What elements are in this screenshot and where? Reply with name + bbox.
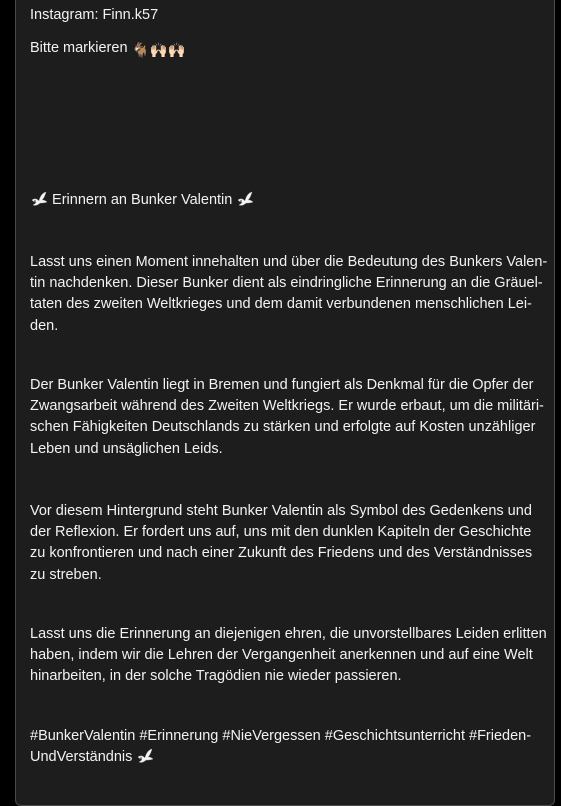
hashtag-text: UndVerständnis <box>30 749 133 766</box>
paragraph-line: Zwangsarbeit während des Zweiten Weltkriegs. Er wurde erbaut, um die militäri- <box>30 398 544 415</box>
paragraph-line: zu streben. <box>30 566 102 583</box>
paragraph-line: Leben und unsäglichen Leids. <box>30 440 223 457</box>
hashtag-line: #BunkerValentin #Erinnerung #NieVergessen #Geschichtsunterricht #Frieden- <box>30 728 532 744</box>
paragraph-line: taten des zweiten Weltkrieges und dem damit verbundenen menschlichen Lei- <box>30 296 532 313</box>
paragraph-1 <box>30 252 547 337</box>
paragraph-line: hinarbeiten, in der solche Tragödien nie wieder passieren. <box>30 668 402 685</box>
paragraph-line: tin nachdenken. Dieser Bunker dient als eindringliche Erinnerung an die Gräuel- <box>30 275 543 292</box>
dove-icon <box>136 748 154 771</box>
instagram-handle: Instagram: Finn.k57 <box>30 7 159 23</box>
paragraph-line: Vor diesem Hintergrund steht Bunker Valentin als Symbol des Gedenkens und <box>30 503 532 519</box>
paragraph-line: schen Fähigkeiten Deutschlands zu stärken und erfolgte auf Kosten unzähliger <box>30 419 536 436</box>
paragraph-line: Lasst uns die Erinnerung an diejenigen ehren, die unvorstellbares Leiden erlitten <box>30 626 547 642</box>
hashtag-line-2 <box>30 747 531 771</box>
paragraph-3 <box>30 501 532 586</box>
paragraph-line: Der Bunker Valentin liegt in Bremen und fungiert als Denkmal für die Opfer der <box>30 377 534 393</box>
dove-icon <box>236 191 254 214</box>
paragraph-4 <box>30 624 547 688</box>
paragraph-line: zu konfrontieren und nach einer Zukunft des Friedens und des Verständnisses <box>30 545 533 562</box>
paragraph-line: haben, indem wir die Lehren der Vergangenheit anerkennen und auf eine Welt <box>30 647 533 664</box>
hashtags <box>30 726 531 771</box>
dove-icon <box>30 191 48 214</box>
goat-hands-emoji: 🐐🙌🏻🙌🏻 <box>131 43 186 59</box>
heading-text: Erinnern an Bunker Valentin <box>52 192 233 208</box>
paragraph-line: den. <box>30 317 59 334</box>
paragraph-2 <box>30 375 544 460</box>
paragraph-line: der Reflexion. Er fordert uns auf, uns mit den dunklen Kapiteln der Geschichte <box>30 524 532 541</box>
paragraph-line: Lasst uns einen Moment innehalten und über die Bedeutung des Bunkers Valen- <box>30 254 548 270</box>
tag-request-label: Bitte markieren <box>30 40 128 56</box>
tag-request <box>30 38 186 62</box>
post-heading <box>30 190 254 214</box>
